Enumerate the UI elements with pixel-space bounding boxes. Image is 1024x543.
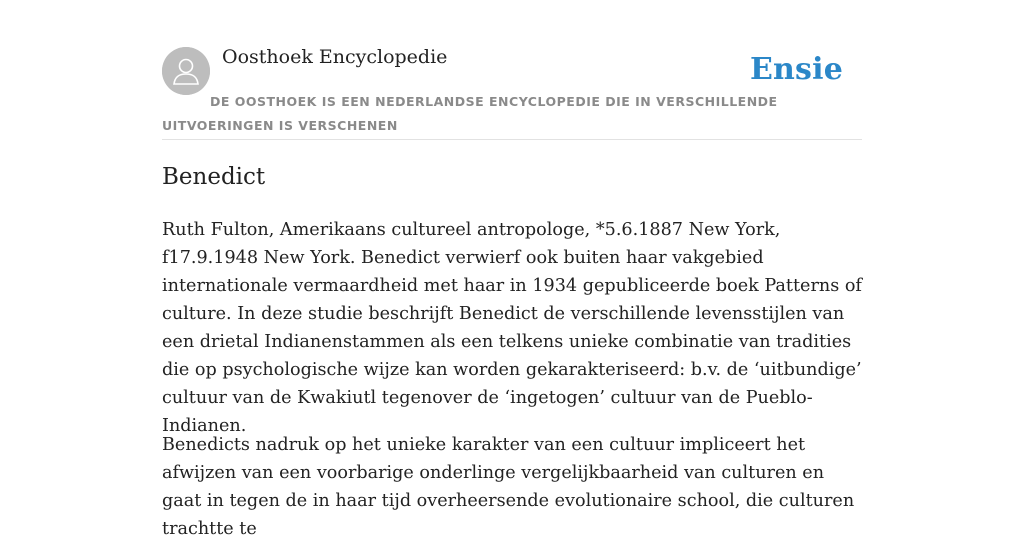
article-paragraph-1: Ruth Fulton, Amerikaans cultureel antropologe, *5.6.1887 New York, f17.9.1948 New York. Benedict verwierf ook buiten haar vakgebied internationale vermaardheid met haar in 1934 gepubliceerde boek Patterns of culture. In deze studie beschrijft Benedict de verschillende levensstijlen van een drietal Indianenstammen als een telkens unieke combinatie van tradities die op psychologische wijze kan worden gekarakteriseerd: b.v. de ‘uitbundige’ cultuur van de Kwakiutl tegenover de ‘ingetogen’ cultuur van de Pueblo-Indianen. xyxy=(162,220,862,436)
site-tagline: DE OOSTHOEK IS EEN NEDERLANDSE ENCYCLOPEDIE DIE IN VERSCHILLENDE UITVOERINGEN IS VERSCHENEN xyxy=(162,94,778,133)
article-title: Benedict xyxy=(162,164,266,190)
site-header xyxy=(162,0,862,140)
page-container xyxy=(162,0,862,539)
article-paragraph-2: Benedicts nadruk op het unieke karakter van een cultuur impliceert het afwijzen van een voorbarige onderlinge vergelijkbaarheid van culturen en gaat in tegen de in haar tijd overheersende evolutionaire school, die culturen trachtte te xyxy=(162,435,855,539)
user-avatar-icon[interactable] xyxy=(162,47,210,95)
brand-logo[interactable]: Ensie xyxy=(749,52,843,87)
site-title[interactable]: Oosthoek Encyclopedie xyxy=(222,46,448,68)
